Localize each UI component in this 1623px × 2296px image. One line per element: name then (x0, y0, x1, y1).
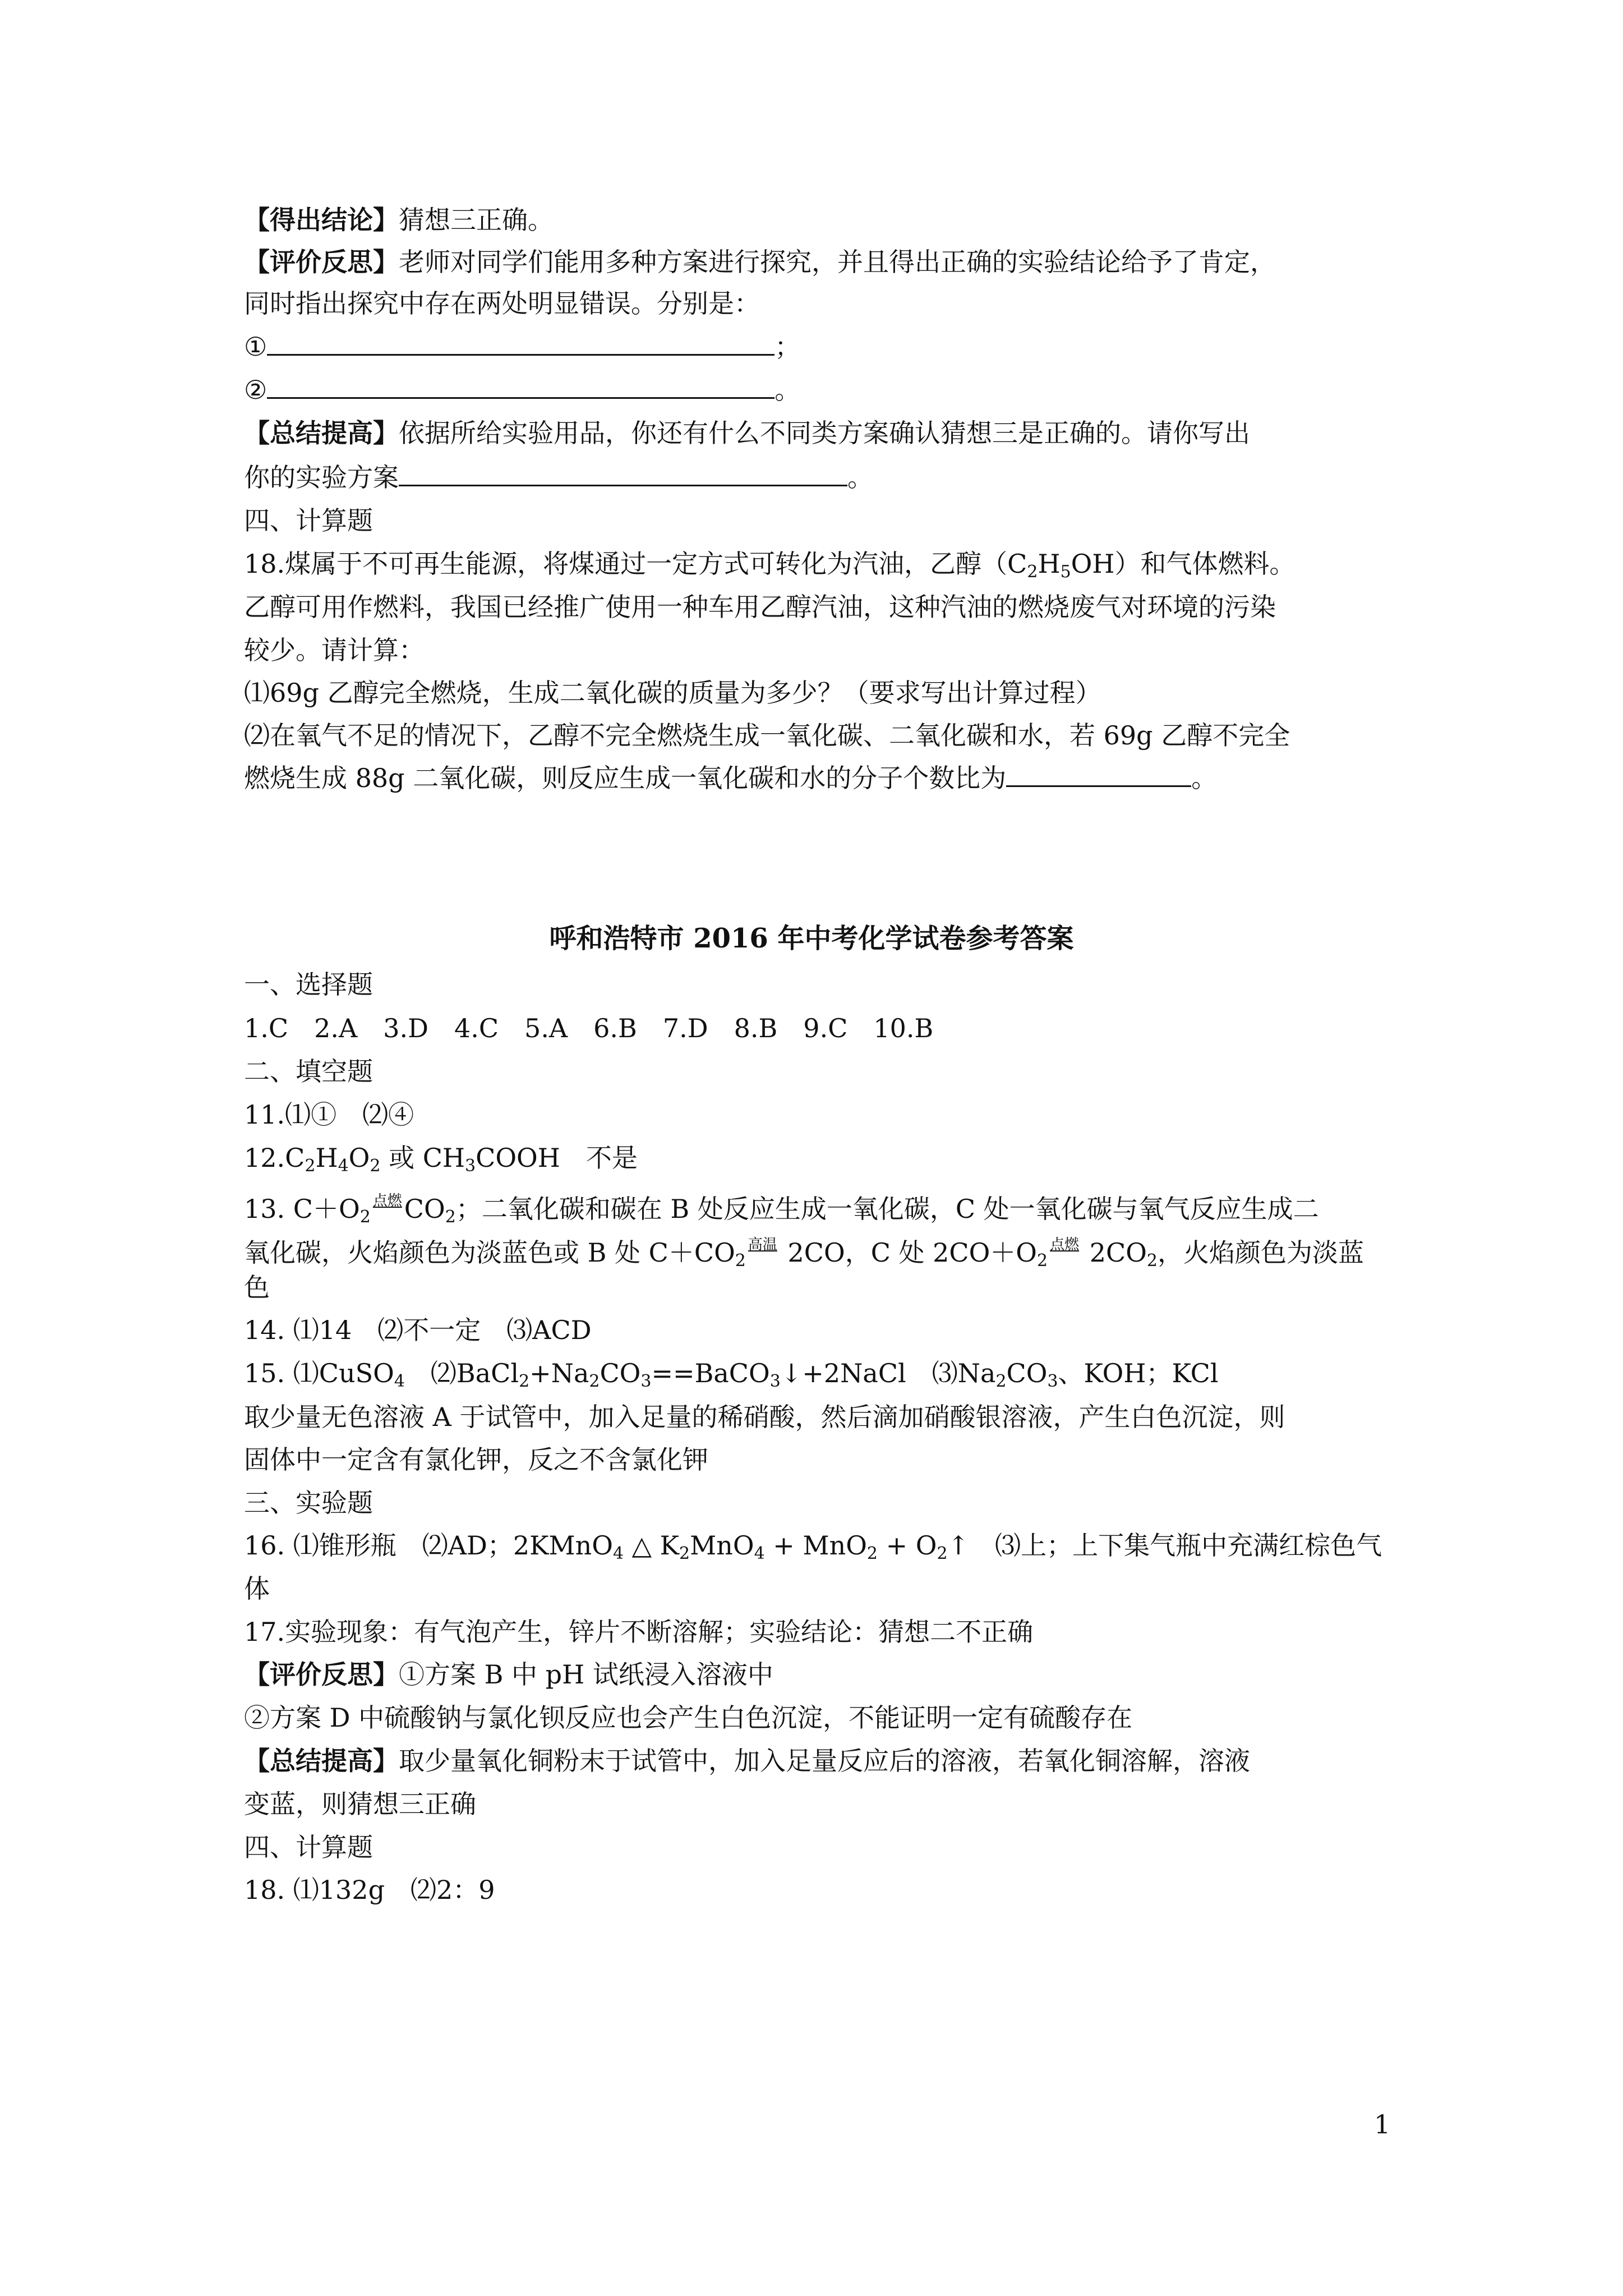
ans-16-line2: 体 (244, 1573, 270, 1604)
a15-h: 、KOH；KCl (1058, 1358, 1219, 1388)
answer-key-title: 呼和浩特市 2016 年中考化学试卷参考答案 (549, 923, 1074, 954)
q18-text-a: 18.煤属于不可再生能源，将煤通过一定方式可转化为汽油，乙醇（C (244, 549, 1027, 579)
reaction-condition-2: 高温 (748, 1236, 777, 1253)
ans-summary-tag: 【总结提高】 (244, 1746, 399, 1776)
ans-15-line2: 取少量无色溶液 A 于试管中，加入足量的稀硝酸，然后滴加硝酸银溶液，产生白色沉淀，则 (244, 1402, 1285, 1432)
ans-sec3: 三、实验题 (244, 1488, 373, 1518)
q18-p2-end: 。 (1191, 763, 1218, 793)
a16-a: 16. ⑴锥形瓶 ⑵AD；2KMnO (244, 1530, 613, 1561)
a16-c: MnO (690, 1530, 754, 1561)
ans-16-line1: 16. ⑴锥形瓶 ⑵AD；2KMnO$_4$ △ $K_2MnO_4 + MnO_2$ + $O_2↑$ ⑶上；上下集气瓶中充满红棕色气 (244, 1530, 1382, 1563)
a16-e: + O (878, 1530, 937, 1561)
ans-sec2: 二、填空题 (244, 1056, 373, 1087)
a15-d: CO (600, 1358, 641, 1388)
blank2-mark: ② (244, 375, 268, 405)
ans-sec1: 一、选择题 (244, 969, 373, 1000)
reaction-condition-1: 点燃 (372, 1193, 402, 1209)
a12-d: 或 CH (380, 1143, 465, 1173)
q17-blank1-line (244, 327, 800, 366)
blank2-end: 。 (774, 375, 801, 405)
ans-13-line3: 色 (244, 1272, 270, 1303)
a16-f: ↑ ⑶上；上下集气瓶中充满红棕色气 (947, 1530, 1382, 1561)
section4-heading: 四、计算题 (244, 505, 373, 536)
answer-blank-1[interactable] (267, 327, 774, 356)
ans-17-summary2: 变蓝，则猜想三正确 (244, 1789, 476, 1819)
a13-g: ，火焰颜色为淡蓝 (1158, 1237, 1364, 1268)
reflect-text: 老师对同学们能用多种方案进行探究，并且得出正确的实验结论给予了肯定， (399, 247, 1276, 277)
summary-text2: 你的实验方案 (244, 462, 399, 493)
a15-a: 15. ⑴CuSO (244, 1358, 394, 1388)
ans-17-reflect1 (244, 1655, 773, 1694)
q17-summary-line2 (244, 458, 873, 497)
q18-p2-text: 燃烧生成 88g 二氧化碳，则反应生成一氧化碳和水的分子个数比为 (244, 763, 1007, 793)
reaction-condition-3: 点燃 (1050, 1236, 1080, 1253)
q17-blank2-line (244, 370, 800, 409)
q18-line3: 较少。请计算： (244, 635, 425, 665)
ans-18: 18. ⑴132g ⑵2：9 (244, 1875, 495, 1905)
a16-d: + MnO (764, 1530, 867, 1561)
a12-a: 12.C (244, 1143, 305, 1173)
q17-summary (244, 413, 1250, 453)
q18-line1: 18.煤属于不可再生能源，将煤通过一定方式可转化为汽油，乙醇$(C_2H_5OH)$和气体燃料。 (244, 549, 1295, 582)
ans-17-summary1 (244, 1741, 1250, 1780)
ans-reflect-text: ①方案 B 中 pH 试纸浸入溶液中 (399, 1659, 773, 1690)
a13-c: ；二氧化碳和碳在 B 处反应生成一氧化碳，C 处一氧化碳与氧气反应生成二 (455, 1194, 1319, 1224)
page-number: 1 (1374, 2109, 1391, 2139)
ans-13-line2: 氧化碳，火焰颜色为淡蓝色或 B 处 $C+CO_2$高温 2CO，C 处 $2CO+O_2$点燃 $2CO_2$，火焰颜色为淡蓝 (244, 1225, 1364, 1272)
conclusion-tag: 【得出结论】 (244, 205, 399, 235)
summary-tag: 【总结提高】 (244, 418, 399, 448)
summary-text: 依据所给实验用品，你还有什么不同类方案确认猜想三是正确的。请你写出 (399, 418, 1250, 448)
a16-b: △ K (624, 1530, 680, 1561)
ans-11: 11.⑴① ⑵④ (244, 1099, 414, 1130)
q17-reflect-line2: 同时指出探究中存在两处明显错误。分别是： (244, 288, 760, 319)
a15-e: ==BaCO (651, 1358, 770, 1388)
a13-b: CO (404, 1194, 445, 1224)
a15-f: ↓+2NaCl ⑶Na (780, 1358, 996, 1388)
ans-summary-text: 取少量氧化铜粉末于试管中，加入足量反应后的溶液，若氧化铜溶解，溶液 (399, 1746, 1250, 1776)
answer-blank-3[interactable] (399, 458, 847, 486)
ans-17-reflect2: ②方案 D 中硫酸钠与氯化钡反应也会产生白色沉淀，不能证明一定有硫酸存在 (244, 1703, 1133, 1733)
a15-c: +Na (529, 1358, 589, 1388)
ans-choices: 1.C 2.A 3.D 4.C 5.A 6.B 7.D 8.B 9.C 10.B (244, 1013, 934, 1043)
conclusion-text: 猜想三正确。 (399, 205, 554, 235)
ans-15-line1: 15. ⑴CuSO$_4$ $⑵BaCl_2+Na_2CO_3==BaCO_3↓+2NaCl$ $⑶Na_2CO_3$、KOH；KCl (244, 1358, 1219, 1391)
a12-c: O (348, 1143, 370, 1173)
answer-blank-2[interactable] (267, 370, 774, 399)
q18-text-c: OH）和气体燃料。 (1071, 549, 1295, 579)
a13-d: 氧化碳，火焰颜色为淡蓝色或 B 处 C＋CO (244, 1237, 735, 1268)
q18-text-b: H (1038, 549, 1061, 579)
q18-line2: 乙醇可用作燃料，我国已经推广使用一种车用乙醇汽油，这种汽油的燃烧废气对环境的污染 (244, 592, 1276, 622)
q18-part2-line2 (244, 758, 1217, 798)
blank1-end: ； (774, 332, 801, 362)
ans-reflect-tag: 【评价反思】 (244, 1659, 399, 1690)
a13-a: 13. C＋O (244, 1194, 360, 1224)
a13-f: 2CO (1081, 1237, 1147, 1268)
a12-b: H (315, 1143, 338, 1173)
q18-part1: ⑴69g 乙醇完全燃烧，生成二氧化碳的质量为多少？（要求写出计算过程） (244, 678, 1101, 708)
ans-sec4: 四、计算题 (244, 1832, 373, 1862)
q17-reflect (244, 242, 1276, 282)
a13-e: 2CO，C 处 2CO＋O (779, 1237, 1038, 1268)
ans-15-line3: 固体中一定含有氯化钾，反之不含氯化钾 (244, 1444, 708, 1475)
a15-g: CO (1006, 1358, 1048, 1388)
q17-conclusion (244, 200, 554, 240)
q18-part2-line1: ⑵在氧气不足的情况下，乙醇不完全燃烧生成一氧化碳、二氧化碳和水，若 69g 乙醇不完全 (244, 720, 1290, 751)
ans-14: 14. ⑴14 ⑵不一定 ⑶ACD (244, 1315, 592, 1345)
ans-13-line1: 13. $C+O_2$点燃$CO_2$；二氧化碳和碳在 B 处反应生成一氧化碳，C 处一氧化碳与氧气反应生成二 (244, 1181, 1319, 1228)
reflect-tag: 【评价反思】 (244, 247, 399, 277)
answer-blank-4[interactable] (1006, 758, 1191, 787)
a15-b: ⑵BaCl (404, 1358, 519, 1388)
a12-e: COOH 不是 (476, 1143, 638, 1173)
blank1-mark: ① (244, 332, 268, 362)
ans-12: $12.C_2H_4O_2$ 或 $CH_3COOH$ 不是 (244, 1143, 638, 1176)
summary-end: 。 (847, 462, 873, 493)
ans-17: 17.实验现象：有气泡产生，锌片不断溶解；实验结论：猜想二不正确 (244, 1617, 1034, 1647)
